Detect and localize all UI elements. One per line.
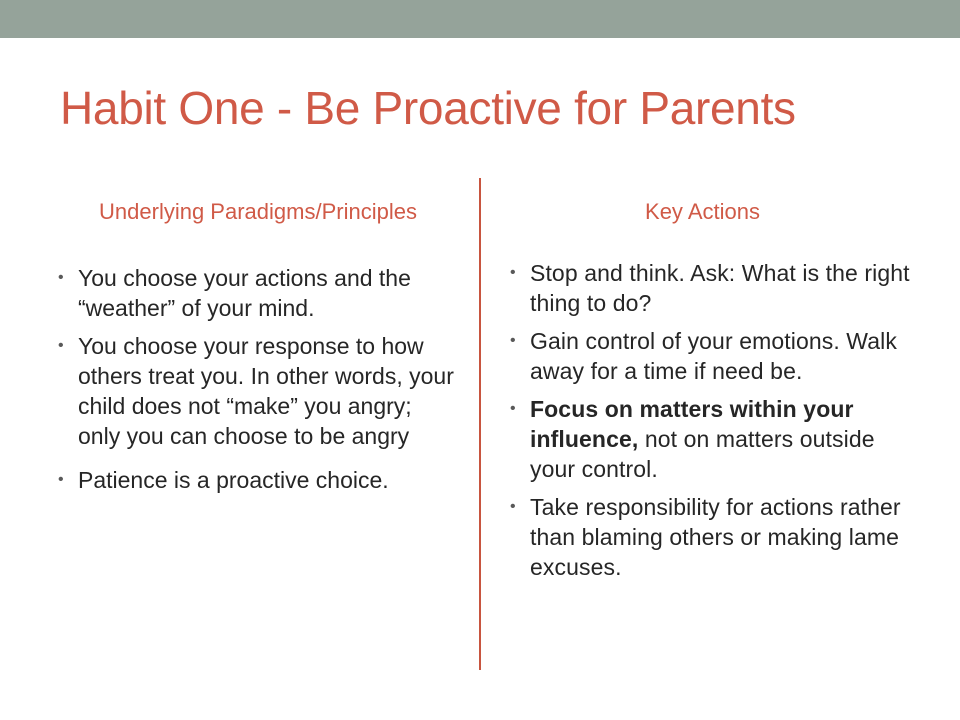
column-divider (479, 178, 481, 670)
bullet-text: Patience is a proactive choice. (78, 467, 389, 493)
bullet-bold-text: Focus on matters within your influence, (530, 396, 854, 452)
list-item (58, 331, 458, 451)
bullet-icon: • (510, 498, 516, 515)
bullet-text: not on matters outside your control. (530, 426, 875, 482)
left-bullet-list (58, 263, 458, 503)
list-item (510, 492, 920, 582)
list-item (58, 263, 458, 323)
list-item (510, 394, 920, 484)
bullet-text: Take responsibility for actions rather than blaming others or making lame excuses. (530, 494, 901, 580)
left-column-heading: Underlying Paradigms/Principles (99, 199, 417, 224)
bullet-text: Stop and think. Ask: What is the right thing to do? (530, 260, 910, 316)
list-item (510, 258, 920, 318)
bullet-text: You choose your actions and the “weather” of your mind. (78, 265, 411, 321)
slide-title: Habit One - Be Proactive for Parents (60, 82, 796, 134)
bullet-icon: • (58, 269, 64, 286)
bullet-icon: • (510, 264, 516, 281)
bullet-icon: • (58, 471, 64, 488)
bullet-text: You choose your response to how others treat you. In other words, your child does not “make” you angry; only you can choose to be angry (78, 333, 454, 449)
list-item (58, 465, 458, 495)
right-bullet-list (510, 258, 920, 590)
bullet-text: Gain control of your emotions. Walk away for a time if need be. (530, 328, 897, 384)
right-column-heading: Key Actions (645, 199, 760, 224)
top-decorative-band (0, 0, 960, 38)
list-item (510, 326, 920, 386)
bullet-icon: • (510, 332, 516, 349)
bullet-icon: • (58, 337, 64, 354)
bullet-icon: • (510, 400, 516, 417)
